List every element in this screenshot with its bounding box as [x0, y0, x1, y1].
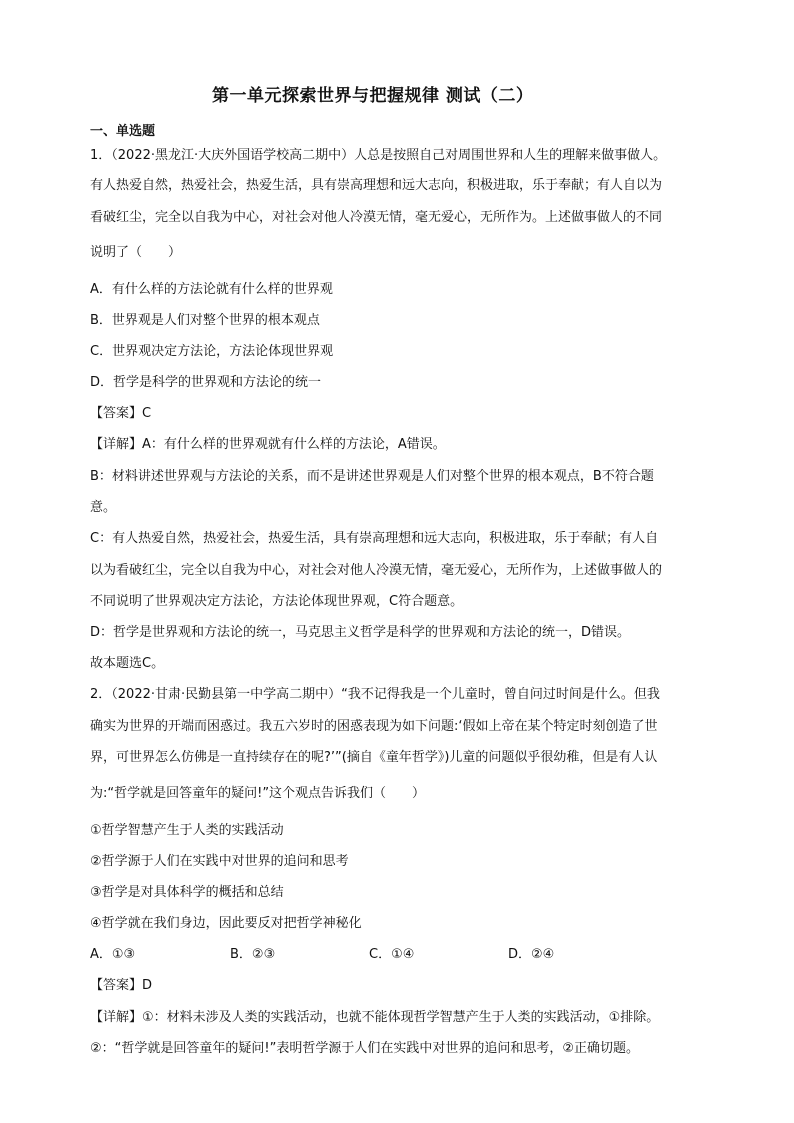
q1-analysis-line: B：材料讲述世界观与方法论的关系，而不是讲述世界观是人们对整个世界的根本观点，B不符合题: [90, 469, 654, 484]
q2-analysis-line: ②：“哲学就是回答童年的疑问!”表明哲学源于人们在实践中对世界的追问和思考，②正确切题。: [90, 1041, 639, 1056]
q1-stem-line: 1．（2022·黑龙江·大庆外国语学校高二期中）人总是按照自己对周围世界和人生的理解来做事做人。: [90, 148, 667, 163]
q1-option-b: B．世界观是人们对整个世界的根本观点: [90, 313, 320, 328]
q1-analysis-line: 意。: [90, 500, 117, 515]
q1-option-c: C．世界观决定方法论，方法论体现世界观: [90, 344, 334, 359]
q1-stem-line: 说明了（ ）: [90, 245, 182, 260]
section-heading: 一、单选题: [90, 124, 156, 139]
page-title: 第一单元探索世界与把握规律 测试（二）: [212, 86, 534, 106]
q1-stem-line: 有人热爱自然，热爱社会，热爱生活，具有崇高理想和远大志向，积极进取，乐于奉献；有人自以为: [90, 178, 663, 193]
q2-option-d: D．②④: [508, 947, 555, 962]
q1-option-a: A．有什么样的方法论就有什么样的世界观: [90, 282, 333, 297]
q1-stem-line: 看破红尘，完全以自我为中心，对社会对他人冷漠无情，毫无爱心，无所作为。上述做事做人的不同: [90, 210, 663, 225]
q2-item-3: ③哲学是对具体科学的概括和总结: [90, 885, 284, 900]
q2-stem-line: 确实为世界的开端而困惑过。我五六岁时的困惑表现为如下问题:‘假如上帝在某个特定时刻创造了世: [90, 719, 658, 734]
q2-option-c: C．①④: [369, 947, 415, 962]
q1-analysis-line: 【详解】A：有什么样的世界观就有什么样的方法论，A错误。: [90, 437, 446, 452]
q1-analysis-line: C：有人热爱自然，热爱社会，热爱生活，具有崇高理想和远大志向，积极进取，乐于奉献；有人自: [90, 531, 659, 546]
q2-option-a: A．①③: [90, 947, 136, 962]
q2-item-1: ①哲学智慧产生于人类的实践活动: [90, 823, 284, 838]
q2-stem-line: 2．（2022·甘肃·民勤县第一中学高二期中）“我不记得我是一个儿童时，曾自问过时间是什么。但我: [90, 687, 660, 702]
q1-answer: 【答案】C: [90, 406, 152, 421]
q2-answer: 【答案】D: [90, 978, 153, 993]
q1-analysis-line: D：哲学是世界观和方法论的统一，马克思主义哲学是科学的世界观和方法论的统一，D错误。: [90, 625, 631, 640]
q1-analysis-line: 以为看破红尘，完全以自我为中心，对社会对他人冷漠无情，毫无爱心，无所作为，上述做事做人的: [90, 563, 663, 578]
q2-stem-line: 界，可世界怎么仿佛是一直持续存在的呢?’”(摘自《童年哲学》)儿童的问题似乎很幼稚，但是有人认: [90, 750, 658, 765]
q2-item-2: ②哲学源于人们在实践中对世界的追问和思考: [90, 854, 349, 869]
q1-option-d: D．哲学是科学的世界观和方法论的统一: [90, 375, 322, 390]
q2-option-b: B．②③: [230, 947, 276, 962]
q2-item-4: ④哲学就在我们身边，因此要反对把哲学神秘化: [90, 916, 362, 931]
q2-stem-line: 为:“哲学就是回答童年的疑问!”这个观点告诉我们（ ）: [90, 786, 426, 801]
q1-analysis-line: 不同说明了世界观决定方法论，方法论体现世界观，C符合题意。: [90, 594, 464, 609]
q1-analysis-line: 故本题选C。: [90, 656, 165, 671]
q2-analysis-line: 【详解】①：材料未涉及人类的实践活动，也就不能体现哲学智慧产生于人类的实践活动，①排除。: [90, 1010, 660, 1025]
